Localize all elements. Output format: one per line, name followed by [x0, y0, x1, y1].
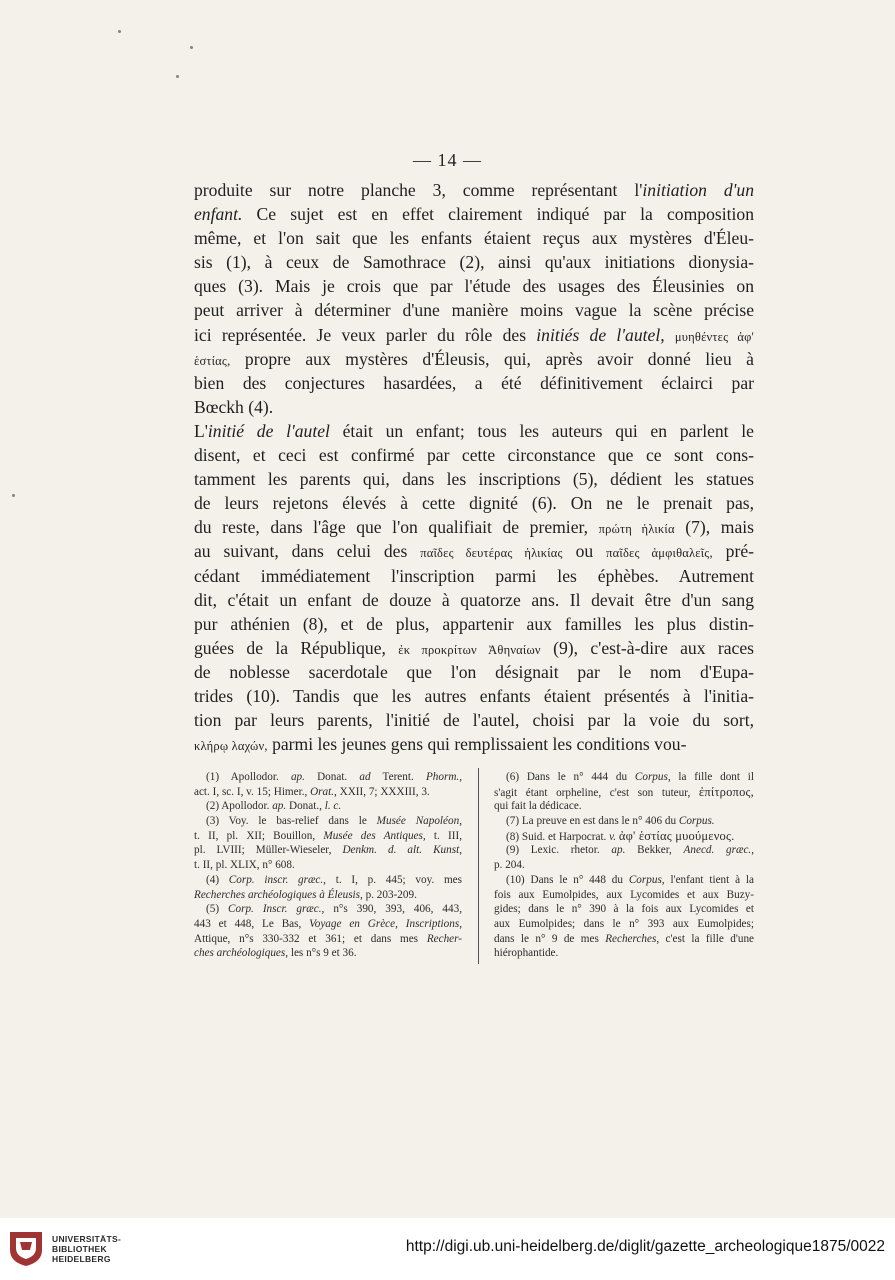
- italic-text: Recher-: [426, 932, 462, 945]
- text-run: XXII, 7; XXXIII, 3.: [336, 785, 430, 798]
- text-line: [194, 612, 754, 636]
- text-run: L': [194, 420, 208, 441]
- paper-speck: [12, 494, 15, 497]
- footnote-line: [494, 843, 754, 858]
- text-run: ques (3). Mais je crois que par l'étude des usages des Éleusinies on: [194, 276, 754, 297]
- text-line: [194, 708, 754, 732]
- italic-text: Recherches,: [605, 932, 660, 945]
- text-run: p. 204.: [494, 859, 525, 872]
- footnote-line: [194, 946, 462, 961]
- footnotes-right-column: [494, 770, 754, 961]
- text-run: tamment les parents qui, dans les inscriptions (5), dédient les statues: [194, 469, 754, 490]
- greek-text: ἀφ' ἑστίας μυούμενος.: [618, 828, 735, 843]
- text-run: Bekker,: [625, 844, 684, 857]
- footnote-line: [494, 873, 754, 888]
- greek-text: παῖδες δευτέρας ἡλικίας: [420, 546, 563, 561]
- body-text: [194, 178, 754, 756]
- text-run: fois aux Eumolpides, aux Lycomides et aux Buzy-: [494, 888, 754, 901]
- text-line: [194, 250, 754, 274]
- text-run: l'enfant tient à la: [664, 873, 754, 886]
- text-run: (6) Dans le n° 444 du: [506, 771, 635, 783]
- text-run: (7) La preuve en est dans le n° 406 du: [506, 815, 679, 828]
- text-line: [194, 395, 754, 419]
- text-line: [194, 588, 754, 612]
- text-run: du reste, dans l'âge que l'on qualifiait de premier,: [194, 517, 599, 538]
- text-run: c'est la fille d'une: [659, 932, 754, 945]
- text-run: s'agit étant orpheline, c'est son tuteur,: [494, 786, 699, 799]
- text-line: [194, 660, 754, 684]
- footnote-line: [194, 888, 462, 903]
- text-line: [194, 323, 754, 347]
- footnote-line: [194, 917, 462, 932]
- text-run: pré-: [712, 541, 755, 562]
- text-run: de leurs rejetons élevés à cette dignité (6). On ne le prenait pas,: [194, 493, 754, 514]
- text-run: 443 et 448, Le Bas,: [194, 917, 310, 930]
- text-run: (5): [206, 903, 229, 916]
- footnote-line: [194, 858, 462, 873]
- text-run: pl. LVIII; Müller-Wieseler,: [194, 844, 343, 857]
- text-run: était un enfant; tous les auteurs qui en parlent le: [329, 420, 754, 441]
- greek-text: παῖδες ἀμφιθαλεῖς,: [606, 546, 713, 561]
- italic-text: Orat.,: [310, 785, 337, 798]
- text-line: [194, 419, 754, 443]
- italic-text: initiés de l'autel,: [536, 324, 665, 345]
- footnotes-left-column: [194, 770, 462, 961]
- text-line: [194, 732, 754, 756]
- text-run: ici représentée. Je veux parler du rôle des: [194, 324, 537, 345]
- text-line: [194, 347, 754, 371]
- italic-text: Voyage en Grèce, Inscriptions,: [309, 917, 462, 930]
- text-line: [194, 491, 754, 515]
- italic-text: Phorm.,: [425, 771, 462, 783]
- text-run: dans le n° 9 de mes: [494, 932, 606, 945]
- text-run: dit, c'était un enfant de douze à quatorze ans. Il devait être d'un sang: [194, 589, 754, 610]
- text-run: Terent.: [370, 771, 426, 783]
- italic-text: ap.: [611, 844, 626, 857]
- italic-text: Musée des Antiques,: [323, 829, 426, 842]
- text-run: (9) Lexic. rhetor.: [506, 844, 612, 857]
- italic-text: Corpus,: [628, 873, 665, 886]
- italic-text: Anecd. græc.,: [683, 844, 755, 857]
- text-line: [194, 202, 754, 226]
- text-run: disent, et ceci est confirmé par cette circonstance que ce sont cons-: [194, 445, 754, 466]
- greek-text: ἐκ προκρίτων Ἀθηναίων: [398, 642, 541, 657]
- text-run: sis (1), à ceux de Samothrace (2), ainsi qu'aux initiations dionysia-: [194, 252, 754, 273]
- footnote-line: [194, 873, 462, 888]
- greek-text: ἑστίας,: [194, 353, 231, 368]
- footnote-line: [494, 799, 754, 814]
- paper-speck: [118, 30, 121, 33]
- italic-text: ap.: [290, 771, 305, 783]
- italic-text: Musée Napoléon,: [376, 815, 462, 828]
- italic-text: ad: [359, 771, 371, 783]
- text-line: [194, 178, 754, 202]
- text-run: peut arriver à déterminer d'une manière moins vague la scène précise: [194, 300, 754, 321]
- text-run: gides; dans le n° 390 à la fois aux Lycomides et: [494, 903, 754, 916]
- text-line: [194, 274, 754, 298]
- greek-text: ἐπίτροπος,: [698, 784, 754, 799]
- text-run: (7), mais: [674, 517, 754, 538]
- text-run: qui fait la dédicace.: [494, 800, 582, 813]
- footnote-line: [494, 858, 754, 873]
- text-run: [665, 325, 675, 345]
- text-run: aux Eumolpides; dans le n° 393 aux Eumolpides;: [494, 917, 754, 930]
- greek-text: κλήρῳ λαχών,: [194, 739, 268, 754]
- footnote-line: [494, 829, 754, 844]
- text-run: t. II, pl. XII; Bouillon,: [194, 829, 324, 842]
- italic-text: initiation d'un: [642, 180, 754, 200]
- text-line: [194, 539, 754, 563]
- footnote-line: [494, 902, 754, 917]
- text-run: tion par leurs parents, l'initié de l'autel, choisi par la voie du sort,: [194, 710, 754, 731]
- footnote-line: [194, 770, 462, 785]
- footnote-line: [194, 902, 462, 917]
- text-run: propre aux mystères d'Éleusis, qui, après avoir donné lieu à: [230, 348, 754, 369]
- text-run: (10) Dans le n° 448 du: [506, 873, 629, 886]
- text-run: (4): [206, 873, 229, 886]
- text-run: de noblesse sacerdotale que l'on désignait par le nom d'Eupa-: [194, 661, 754, 682]
- text-run: Donat.: [304, 771, 360, 783]
- text-run: Ce sujet est en effet clairement indiqué par la composition: [242, 204, 754, 225]
- greek-text: πρώτη ἡλικία: [598, 522, 675, 537]
- text-run: même, et l'on sait que les enfants étaient reçus aux mystères d'Éleu-: [194, 228, 754, 249]
- footnote-line: [494, 770, 754, 785]
- logo-line: BIBLIOTHEK: [52, 1244, 107, 1254]
- paper-speck: [190, 46, 193, 49]
- greek-text: μυηθέντες ἀφ': [674, 329, 754, 344]
- text-run: (8) Suid. et Harpocrat.: [506, 830, 610, 843]
- text-run: (2) Apollodor.: [206, 800, 273, 813]
- text-run: t. I, p. 445; voy. mes: [325, 873, 463, 886]
- viewer-footer: [0, 1218, 895, 1280]
- footnote-line: [494, 888, 754, 903]
- text-line: [194, 467, 754, 491]
- text-run: bien des conjectures hasardées, a été définitivement éclairci par: [194, 372, 754, 393]
- text-line: [194, 515, 754, 539]
- text-run: Bœckh (4).: [194, 396, 274, 417]
- text-run: les n°s 9 et 36.: [288, 947, 357, 960]
- italic-text: initié de l'autel: [207, 420, 330, 441]
- text-run: act. I, sc. I, v. 15; Himer.,: [194, 785, 311, 798]
- text-line: [194, 298, 754, 322]
- paper-speck: [176, 75, 179, 78]
- text-run: (9), c'est-à-dire aux races: [540, 637, 755, 658]
- text-run: guées de la République,: [194, 637, 399, 658]
- text-run: n°s 390, 393, 406, 443,: [324, 903, 462, 916]
- italic-text: v.: [609, 830, 617, 843]
- footnote-line: [194, 829, 462, 844]
- italic-text: ap.: [272, 800, 287, 813]
- text-run: trides (10). Tandis que les autres enfants étaient présentés à l'initia-: [194, 685, 754, 706]
- footnote-line: [194, 843, 462, 858]
- logo-line: UNIVERSITÄTS-: [52, 1234, 122, 1244]
- text-run: t. III,: [425, 829, 463, 842]
- text-line: [194, 371, 754, 395]
- text-run: (3) Voy. le bas-relief dans le: [206, 815, 377, 828]
- text-run: la fille dont il: [670, 771, 754, 783]
- italic-text: Corp. inscr. græc.,: [228, 873, 326, 886]
- footnote-line: [494, 946, 754, 961]
- footnote-line: [194, 814, 462, 829]
- text-run: p. 203-209.: [362, 888, 417, 901]
- italic-text: Recherches archéologiques à Éleusis,: [194, 888, 363, 901]
- column-divider: [478, 768, 479, 964]
- text-line: [194, 564, 754, 588]
- italic-text: enfant.: [194, 204, 243, 225]
- text-run: parmi les jeunes gens qui remplissaient les conditions vou-: [267, 734, 687, 755]
- text-run: ou: [562, 541, 607, 562]
- library-logo-text: [52, 1234, 121, 1264]
- footnote-line: [494, 785, 754, 800]
- footnote-line: [194, 799, 462, 814]
- logo-line: HEIDELBERG: [52, 1254, 111, 1264]
- text-run: t. II, pl. XLIX, n° 608.: [194, 859, 295, 872]
- source-url-link[interactable]: http://digi.ub.uni-heidelberg.de/diglit/gazette_archeologique1875/0022: [405, 1238, 885, 1255]
- text-line: [194, 684, 754, 708]
- text-run: Attique, n°s 330-332 et 361; et dans mes: [194, 932, 427, 945]
- text-run: au suivant, dans celui des: [194, 541, 421, 562]
- footnote-line: [494, 932, 754, 947]
- university-seal-icon: [8, 1228, 44, 1268]
- text-run: produite sur notre planche 3, comme représentant l': [194, 180, 643, 200]
- italic-text: Denkm. d. alt. Kunst,: [342, 844, 462, 857]
- text-line: [194, 443, 754, 467]
- italic-text: Corpus.: [678, 815, 715, 828]
- footnote-line: [194, 785, 462, 800]
- text-run: cédant immédiatement l'inscription parmi les éphèbes. Autrement: [194, 565, 754, 586]
- footnote-line: [494, 814, 754, 829]
- italic-text: l. c.: [324, 800, 342, 813]
- text-run: Donat.,: [286, 800, 325, 813]
- italic-text: Corpus,: [634, 771, 671, 783]
- text-run: hiérophantide.: [494, 947, 559, 960]
- footnote-line: [494, 917, 754, 932]
- footnote-line: [194, 932, 462, 947]
- text-line: [194, 636, 754, 660]
- italic-text: Corp. Inscr. græc.,: [228, 903, 325, 916]
- italic-text: ches archéologiques,: [194, 947, 289, 960]
- text-line: [194, 226, 754, 250]
- page-number: — 14 —: [413, 150, 482, 170]
- text-run: pur athénien (8), et de plus, appartenir aux familles les plus distin-: [194, 613, 754, 634]
- text-run: (1) Apollodor.: [206, 771, 291, 783]
